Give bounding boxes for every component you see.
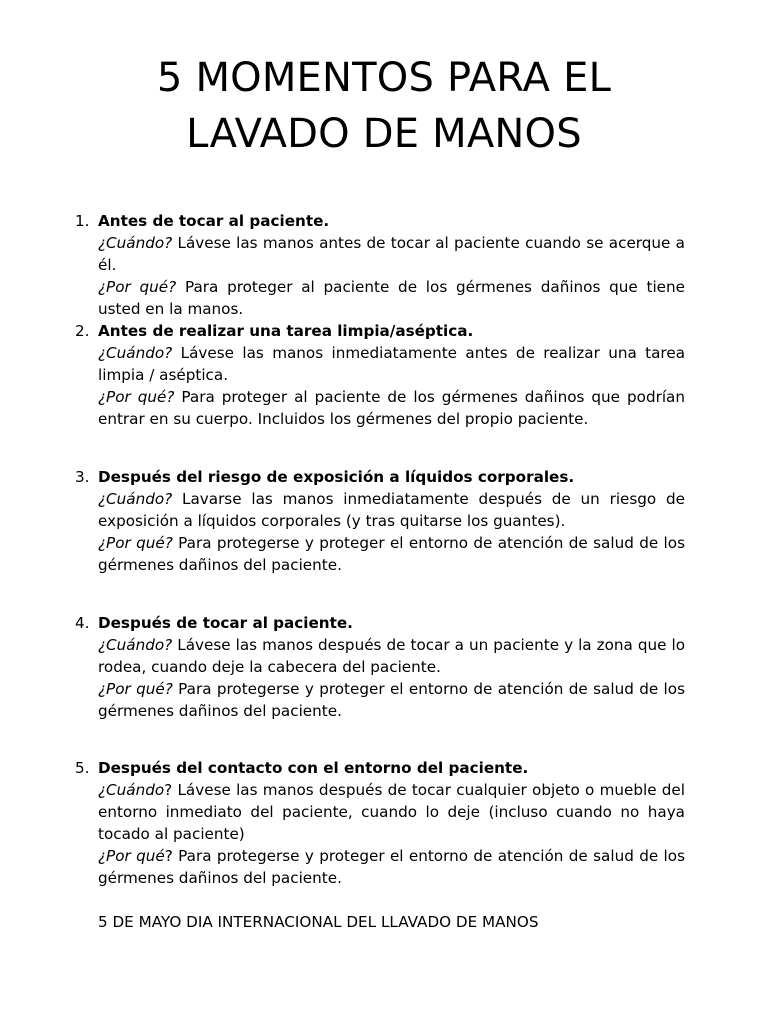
when-paragraph [98,488,685,532]
when-label: ¿Cuándo? [98,234,173,252]
moment-heading: Después de tocar al paciente. [98,614,353,632]
why-paragraph [98,532,685,576]
moment-number: 2. [75,322,90,340]
why-label: ¿Por qué? [98,534,173,552]
moment-heading: Después del contacto con el entorno del paciente. [98,759,529,777]
moment-3 [75,466,685,576]
why-paragraph [98,276,685,320]
moment-heading: Después del riesgo de exposición a líquidos corporales. [98,468,575,486]
why-text: Para protegerse y proteger el entorno de atención de salud de los gérmenes dañinos del paciente. [98,534,685,574]
when-paragraph [98,634,685,678]
when-label: ¿Cuándo? [98,490,173,508]
moment-number: 5. [75,759,90,777]
moment-heading: Antes de tocar al paciente. [98,212,330,230]
why-text: Para proteger al paciente de los gérmenes dañinos que tiene usted en la manos. [98,278,685,318]
moment-2 [75,320,685,430]
why-label: ¿Por qué? [98,680,173,698]
why-label: ¿Por qué? [98,388,175,406]
when-paragraph [98,342,685,386]
title-line-2: LAVADO DE MANOS [186,111,582,157]
why-label: ¿Por qué [98,847,165,865]
moment-number: 4. [75,614,90,632]
when-label: ¿Cuándo [98,781,165,799]
why-paragraph [98,678,685,722]
when-text: Lávese las manos inmediatamente antes de realizar una tarea limpia / aséptica. [98,344,685,384]
moment-4 [75,612,685,722]
moment-1 [75,210,685,320]
when-label: ¿Cuándo? [98,344,173,362]
why-text: Para protegerse y proteger el entorno de atención de salud de los gérmenes dañinos del paciente. [98,680,685,720]
why-label: ¿Por qué? [98,278,177,296]
why-paragraph [98,845,685,889]
why-paragraph [98,386,685,430]
moment-number: 1. [75,212,90,230]
when-text: ? Lávese las manos después de tocar cualquier objeto o mueble del entorno inmediato del paciente, cuando lo deje (incluso cuando no haya tocado al paciente) [98,781,685,843]
when-text: Lavarse las manos inmediatamente después de un riesgo de exposición a líquidos corporales (y tras quitarse los guantes). [98,490,685,530]
why-text: ? Para protegerse y proteger el entorno de atención de salud de los gérmenes dañinos del paciente. [98,847,685,887]
when-text: Lávese las manos después de tocar a un paciente y la zona que lo rodea, cuando deje la cabecera del paciente. [98,636,685,676]
title-line-1: 5 MOMENTOS PARA EL [156,55,612,101]
why-text: Para proteger al paciente de los gérmenes dañinos que podrían entrar en su cuerpo. Incluidos los gérmenes del propio paciente. [98,388,685,428]
when-paragraph [98,232,685,276]
when-paragraph [98,779,685,845]
when-text: Lávese las manos antes de tocar al paciente cuando se acerque a él. [98,234,685,274]
page-title [0,50,768,162]
moment-5 [75,757,685,889]
when-label: ¿Cuándo? [98,636,173,654]
moment-heading: Antes de realizar una tarea limpia/aséptica. [98,322,474,340]
moment-number: 3. [75,468,90,486]
footer-note: 5 DE MAYO DIA INTERNACIONAL DEL LLAVADO DE MANOS [98,913,539,931]
